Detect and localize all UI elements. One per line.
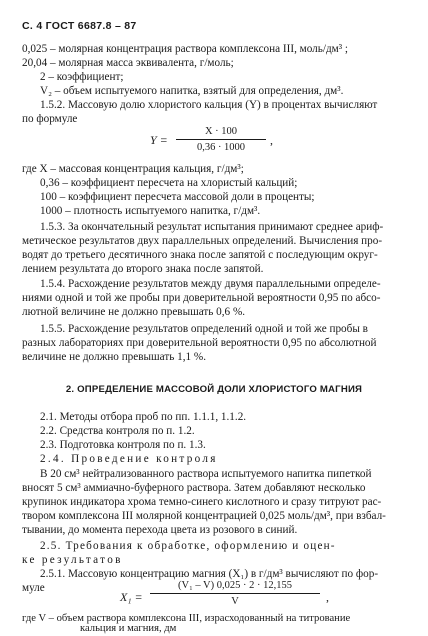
numerator: X · 100 (204, 126, 238, 137)
page-header: С. 4 ГОСТ 6687.8 – 87 (22, 20, 137, 32)
text-line: 2 – коэффициент; (40, 71, 124, 83)
text-line: 2.4. Проведение контроля (40, 453, 218, 465)
text-line: 1.5.4. Расхождение результатов между двумя параллельными определе- (40, 278, 381, 290)
text-line: вносят 5 см³ аммиачно-буферного раствора. Затем добавляют несколько (22, 482, 366, 494)
text-line: величине не должно превышать 1,1 %. (22, 351, 207, 363)
text-line: ниями одной и той же пробы при доверительной вероятности 0,95 по абсо- (22, 292, 381, 304)
text-line: 1.5.5. Расхождение результатов определений одной и той же пробы в (40, 323, 368, 335)
fraction (150, 580, 320, 607)
fraction (176, 126, 266, 153)
denominator: V (231, 596, 239, 607)
formula-suffix: , (270, 133, 273, 147)
text-line: 0,025 – молярная концентрация раствора комплексона III, моль/дм³ ; (22, 43, 349, 55)
text-line: 2.5. Требования к обработке, оформлению и оцен- (40, 540, 336, 552)
numerator: (V₁ – V) 0,025 · 2 · 12,155 (178, 580, 292, 591)
text-line: крупинок индикатора хрома темно-синего кислотного и сразу титруют рас- (22, 496, 382, 508)
text-line: V₂ – объем испытуемого напитка, взятый для определения, дм³. (40, 85, 344, 97)
text-line: 2.5.1. Массовую концентрацию магния (X₁) в г/дм³ вычисляют по фор- (40, 568, 379, 580)
text-line: по формуле (22, 113, 78, 125)
text-line: 2.1. Методы отбора проб по пп. 1.1.1, 1.1.2. (40, 411, 247, 423)
text-line: разных лабораториях при доверительной вероятности 0,95 по абсолютной (22, 337, 377, 349)
text-line: 1.5.2. Массовую долю хлористого кальция (Y) в процентах вычисляют (40, 99, 378, 111)
text-line: 100 – коэффициент пересчета массовой доли в проценты; (40, 191, 315, 203)
text-line: лением результата до второго знака после запятой. (22, 263, 264, 275)
text-line: 2.2. Средства контроля по п. 1.2. (40, 425, 195, 437)
denominator: 0,36 · 1000 (196, 142, 246, 153)
section-heading: 2. ОПРЕДЕЛЕНИЕ МАССОВОЙ ДОЛИ ХЛОРИСТОГО МАГНИЯ (65, 384, 363, 395)
text-line: 2.3. Подготовка контроля по п. 1.3. (40, 439, 206, 451)
formula-suffix: , (326, 590, 329, 604)
text-line: 1000 – плотность испытуемого напитка, г/дм³. (40, 205, 261, 217)
text-line: лютной величине не должно превышать 0,6 %. (22, 306, 246, 318)
formula-lhs: X₁ = (120, 590, 143, 604)
text-line: тывании, до момента перехода цвета из розового в синий. (22, 524, 298, 536)
text-line: твором комплексона III молярной концентрацией 0,025 моль/дм³, при взбал- (22, 510, 386, 522)
text-line: кальция и магния, дм (80, 623, 177, 634)
text-line: где X – массовая концентрация кальция, г/дм³; (22, 163, 244, 175)
text-line: где V – объем раствора комплексона III, израсходованный на титрование (22, 613, 351, 624)
text-line: водят до третьего десятичного знака после запятой с последующим округ- (22, 249, 378, 261)
text-line: метическое результатов двух параллельных определений. Вычисления про- (22, 235, 383, 247)
text-line: 1.5.3. За окончательный результат испытания принимают среднее ариф- (40, 221, 384, 233)
text-line: муле (22, 582, 45, 594)
text-line: ке результатов (22, 554, 123, 566)
formula-lhs: Y = (150, 133, 168, 147)
text-line: В 20 см³ нейтрализованного раствора испытуемого напитка пипеткой (40, 468, 372, 480)
text-line: 0,36 – коэффициент пересчета на хлористый кальций; (40, 177, 298, 189)
text-line: 20,04 – молярная масса эквивалента, г/моль; (22, 57, 234, 69)
